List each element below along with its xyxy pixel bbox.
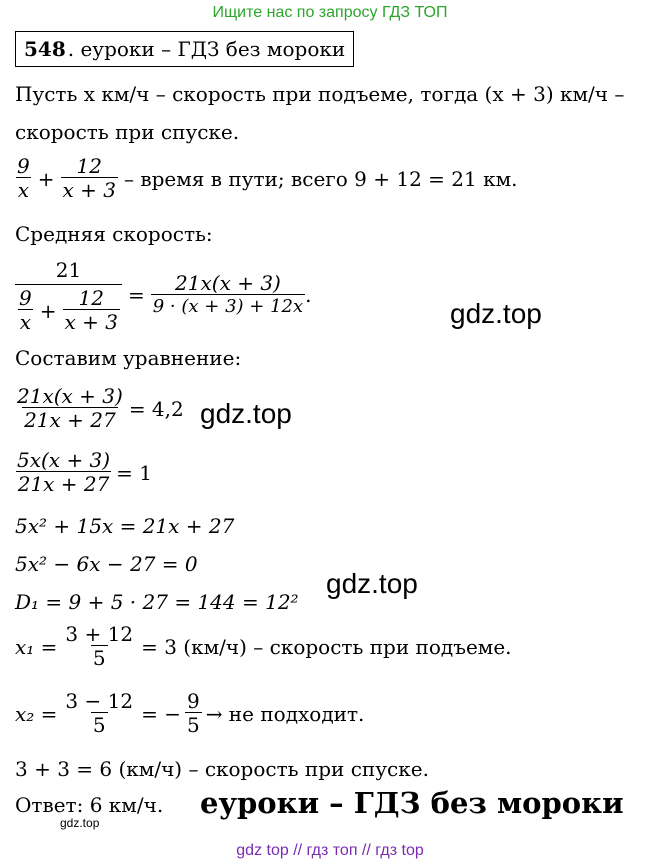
equation-4: 5x² − 6x − 27 = 0 [15, 552, 198, 576]
watermark: gdz.top [200, 398, 292, 429]
problem-title-text: . еуроки – ГДЗ без мороки [67, 37, 346, 61]
time-expression-text: – время в пути; всего 9 + 12 = 21 км. [123, 166, 518, 191]
equation-1: $\frac{21x(x + 3)}{21x + 27}$ = 4,2 [17, 384, 184, 432]
line-compose-equation: Составим уравнение: [15, 346, 242, 370]
downhill-speed-line: 3 + 3 = 6 (км/ч) – скорость при спуске. [15, 757, 429, 781]
watermark: gdz.top [450, 298, 542, 329]
line-assumption-cont: скорость при спуске. [15, 120, 240, 144]
complex-fraction: 21 $\frac{9}{x}$ + $\frac{12}{x + 3}$ [15, 256, 122, 334]
answer-line: Ответ: 6 км/ч. [15, 793, 164, 817]
equation-2: $\frac{5x(x + 3)}{21x + 27}$ = 1 [17, 448, 152, 496]
equation-3: 5x² + 15x = 21x + 27 [15, 514, 235, 538]
problem-title-box [15, 31, 354, 67]
fraction-9-over-x-inner: $\frac{9}{x}$ [19, 286, 32, 334]
fraction-eq1: $\frac{21x(x + 3)}{21x + 27}$ [17, 384, 123, 432]
root-x1-line: x₁ = $\frac{3 + 12}{5}$ = 3 (км/ч) – скорость при подъеме. [15, 622, 512, 670]
brand-text: еуроки – ГДЗ без мороки [200, 786, 624, 820]
watermark: gdz.top [326, 568, 418, 599]
discriminant-line: D₁ = 9 + 5 · 27 = 144 = 12² [15, 590, 299, 614]
fraction-12-over-x3-inner: $\frac{12}{x + 3}$ [64, 286, 118, 334]
fraction-x2b: $\frac{9}{5}$ [186, 689, 200, 737]
line-average-speed: Средняя скорость: [15, 222, 213, 246]
fraction-eq2: $\frac{5x(x + 3)}{21x + 27}$ [17, 448, 111, 496]
average-speed-equation: 21 $\frac{9}{x}$ + $\frac{12}{x + 3}$ = $\frac{21x(x + 3)}{9 \cdot (x + 3) + 12x}$ . [15, 256, 311, 334]
fraction-12-over-x3: $\frac{12}{x + 3}$ [62, 154, 116, 202]
footer-links[interactable]: gdz top // гдз топ // гдз top [236, 842, 424, 859]
problem-number: 548 [24, 37, 66, 61]
fraction-x1: $\frac{3 + 12}{5}$ [65, 622, 134, 670]
watermark: gdz.top [60, 816, 100, 830]
fraction-9-over-x: $\frac{9}{x}$ [17, 154, 30, 202]
top-banner: Ищите нас по запросу ГДЗ ТОП [212, 4, 448, 21]
fraction-avg-rhs: $\frac{21x(x + 3)}{9 \cdot (x + 3) + 12x}$ [152, 270, 304, 317]
time-expression: $\frac{9}{x}$ + $\frac{12}{x + 3}$ – время в пути; всего 9 + 12 = 21 км. [17, 154, 518, 202]
line-assumption: Пусть x км/ч – скорость при подъеме, тогда (x + 3) км/ч – [15, 82, 625, 106]
fraction-x2: $\frac{3 - 12}{5}$ [65, 689, 134, 737]
root-x2-line: x₂ = $\frac{3 - 12}{5}$ = − $\frac{9}{5}$ → не подходит. [15, 689, 365, 737]
